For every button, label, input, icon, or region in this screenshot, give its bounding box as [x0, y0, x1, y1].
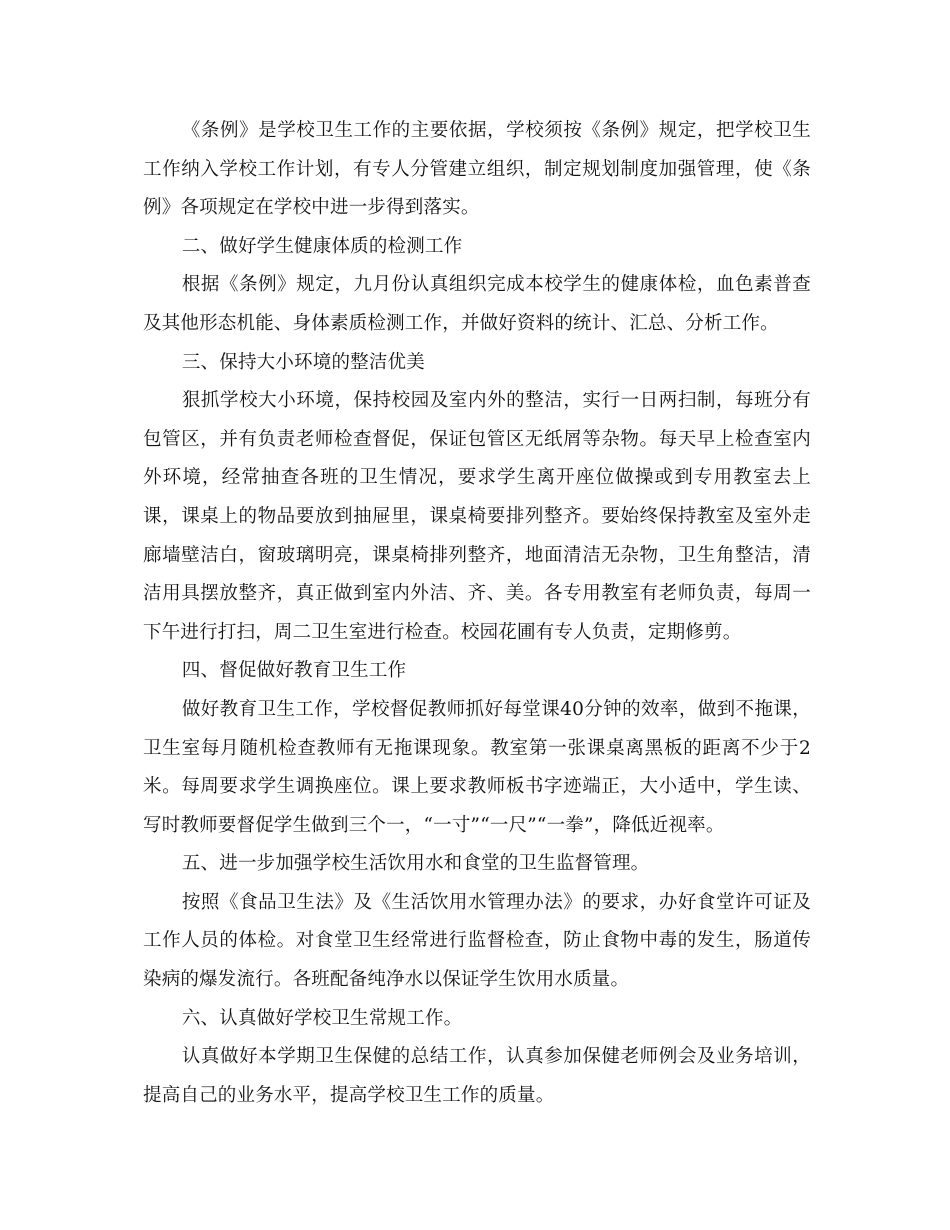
- paragraph-regulation-basis: 《条例》是学校卫生工作的主要依据，学校须按《条例》规定，把学校卫生工作纳入学校工作计划，有专人分管建立组织，制定规划制度加强管理，使《条例》各项规定在学校中进一步得到落实。: [143, 120, 811, 219]
- heading-health-check: 二、做好学生健康体质的检测工作: [181, 235, 463, 257]
- heading-water-canteen: 五、进一步加强学校生活饮用水和食堂的卫生监督管理。: [181, 853, 650, 875]
- heading-education-hygiene: 四、督促做好教育卫生工作: [181, 660, 407, 682]
- heading-routine-work: 六、认真做好学校卫生常规工作。: [181, 1007, 463, 1029]
- paragraph-environment: 狠抓学校大小环境，保持校园及室内外的整洁，实行一日两扫制，每班分有包管区，并有负责老师检查督促，保证包管区无纸屑等杂物。每天早上检查室内外环境，经常抽查各班的卫生情况，要求学生离开座位做操或到专用教室去上课，课桌上的物品要放到抽屉里，课桌椅要排列整齐。要始终保持教室及室外走廊墙壁洁白，窗玻璃明亮，课桌椅排列整齐，地面清洁无杂物，卫生角整洁，清洁用具摆放整齐，真正做到室内外洁、齐、美。各专用教室有老师负责，每周一下午进行打扫，周二卫生室进行检查。校园花圃有专人负责，定期修剪。: [143, 390, 811, 643]
- paragraph-water-canteen: 按照《食品卫生法》及《生活饮用水管理办法》的要求，办好食堂许可证及工作人员的体检。对食堂卫生经常进行监督检查，防止食物中毒的发生，肠道传染病的爆发流行。各班配备纯净水以保证学生饮用水质量。: [143, 891, 811, 991]
- paragraph-health-check: 根据《条例》规定，九月份认真组织完成本校学生的健康体检，血色素普查及其他形态机能、身体素质检测工作，并做好资料的统计、汇总、分析工作。: [143, 274, 811, 334]
- heading-environment: 三、保持大小环境的整洁优美: [181, 351, 425, 373]
- paragraph-education-hygiene: 做好教育卫生工作，学校督促教师抓好每堂课40分钟的效率，做到不拖课，卫生室每月随机检查教师有无拖课现象。教室第一张课桌离黑板的距离不少于2米。每周要求学生调换座位。课上要求教师板书字迹端正，大小适中，学生读、写时教师要督促学生做到三个一，“一寸”“一尺”“一拳”，降低近视率。: [143, 698, 811, 836]
- document-body: [143, 112, 811, 1115]
- paragraph-routine-work: 认真做好本学期卫生保健的总结工作，认真参加保健老师例会及业务培训，提高自己的业务水平，提高学校卫生工作的质量。: [143, 1046, 811, 1106]
